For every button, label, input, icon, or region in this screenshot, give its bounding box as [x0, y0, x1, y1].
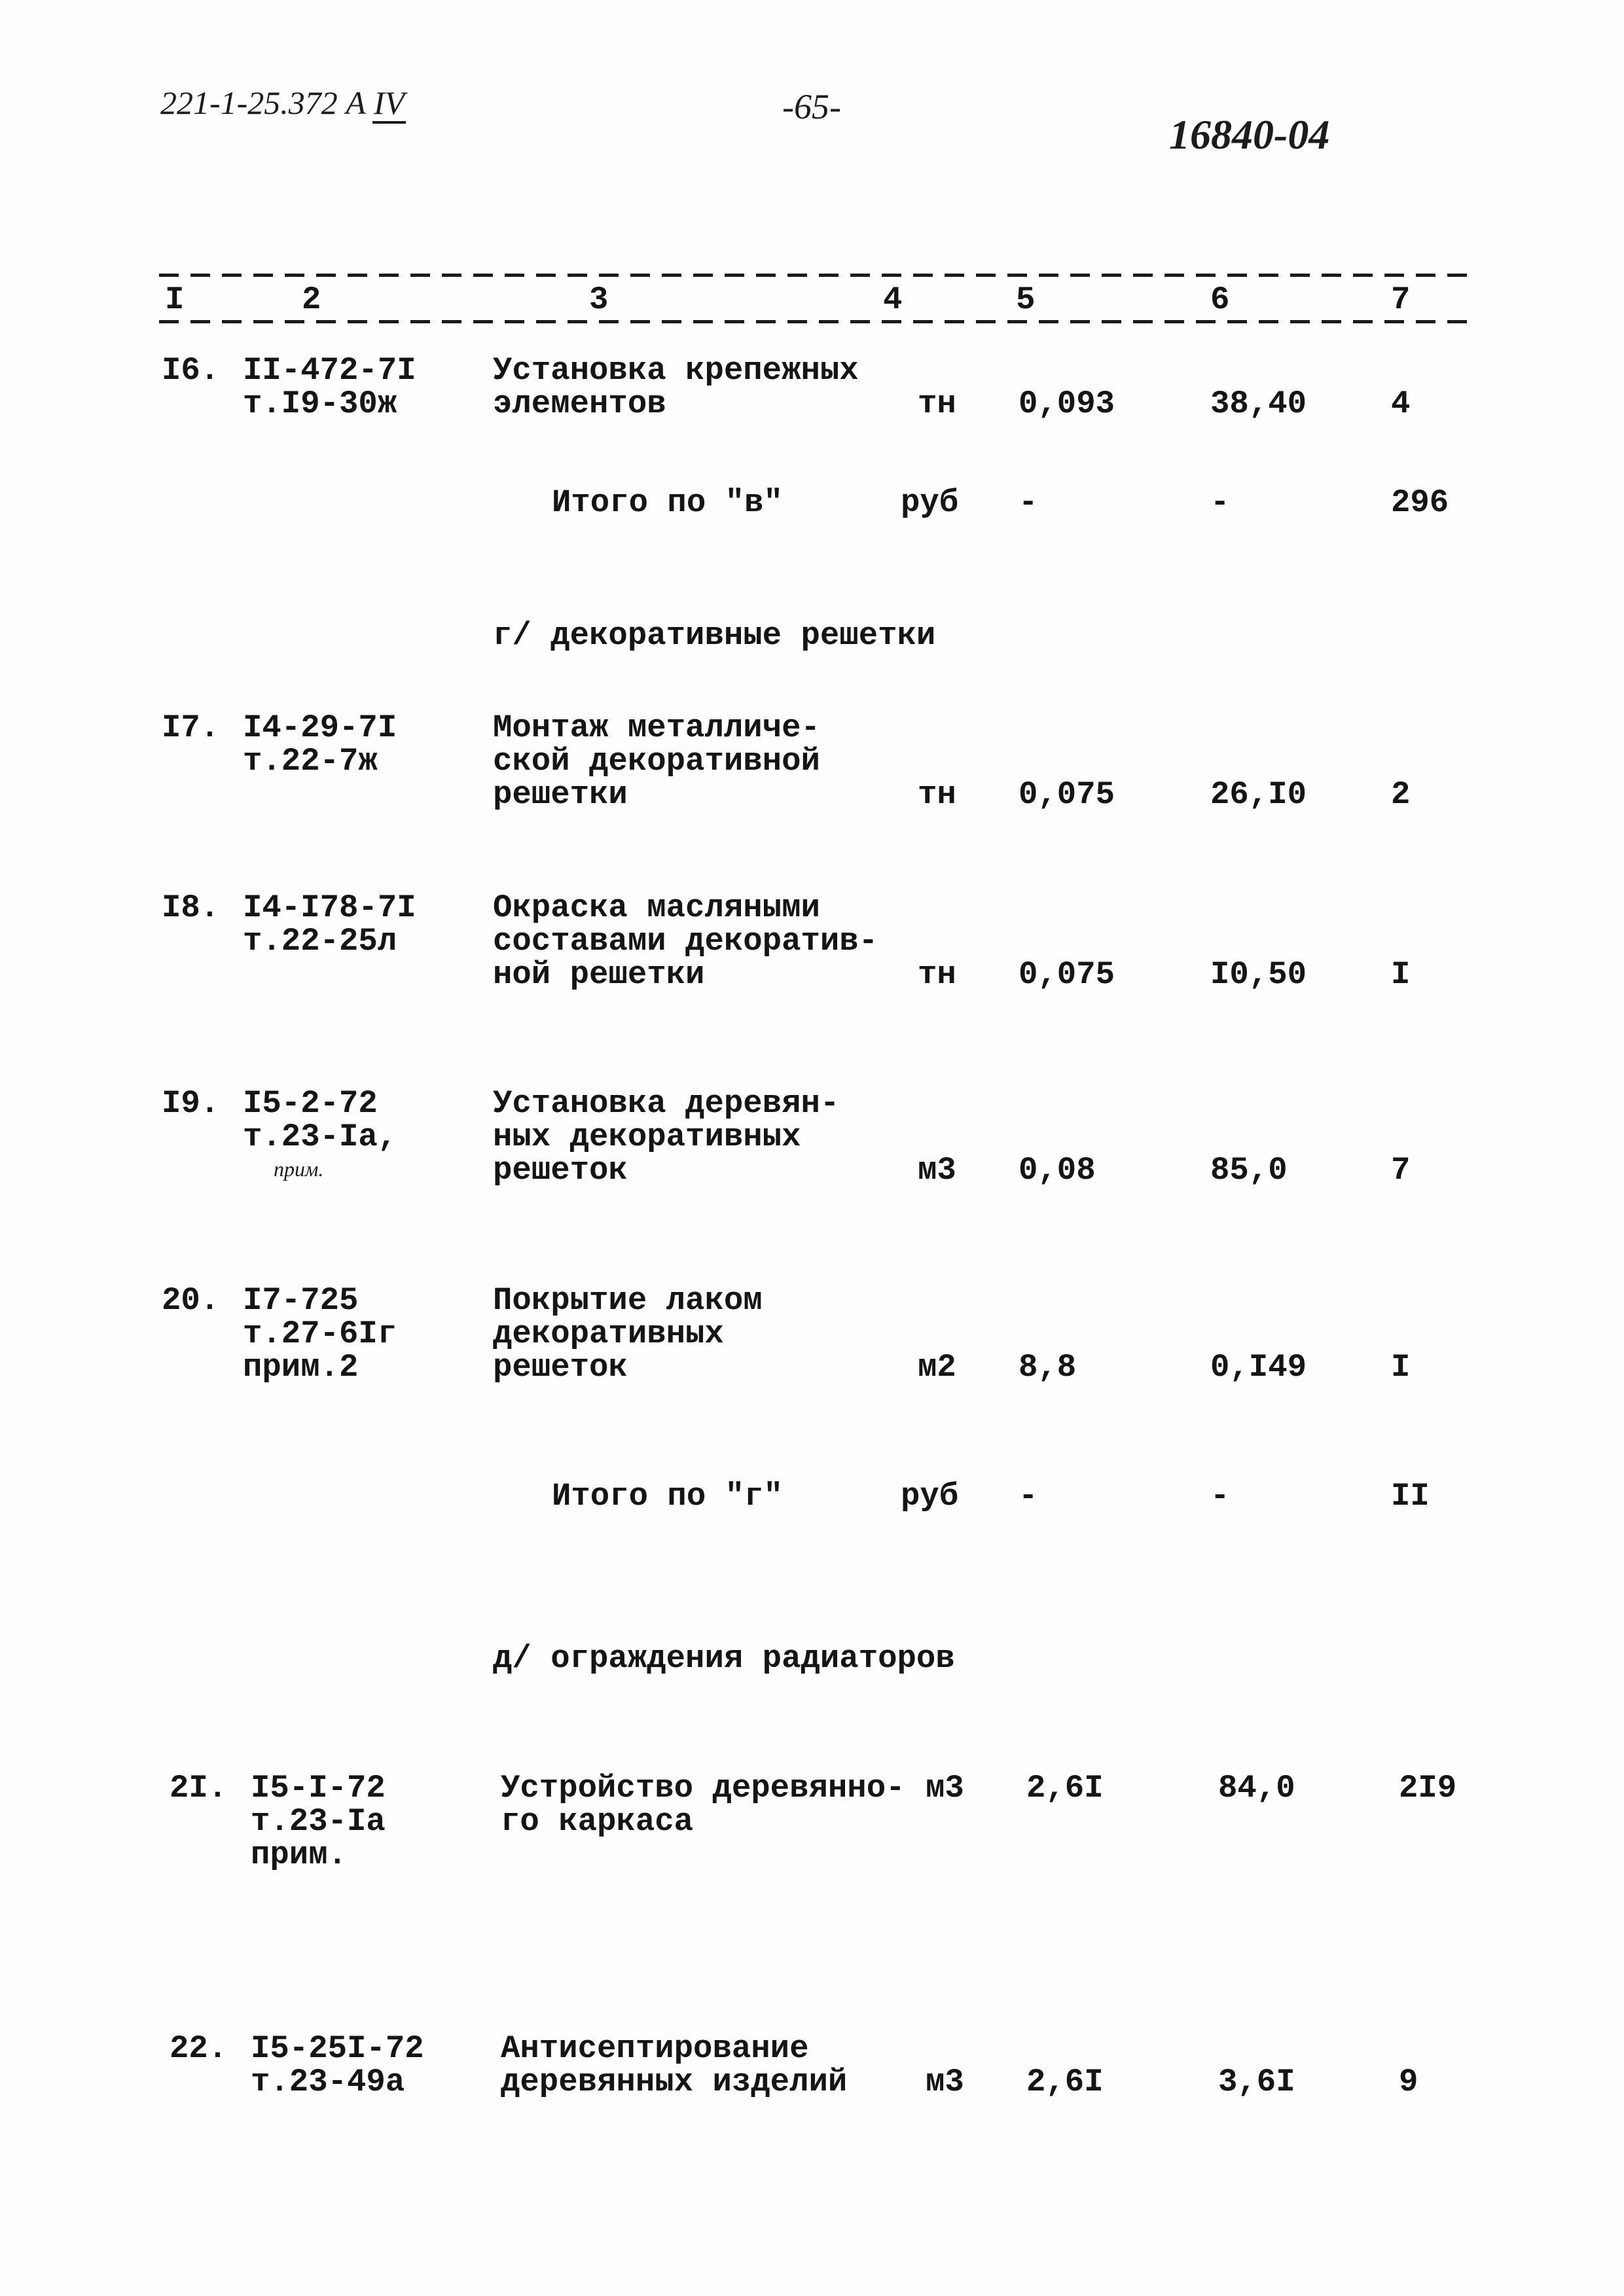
sheet-number: 16840-04 [1169, 111, 1330, 158]
unit-cell: м2 [918, 1349, 956, 1386]
work-description [493, 1087, 839, 1187]
norm-reference [243, 1087, 397, 1154]
table-row [0, 711, 1624, 816]
norm-reference-line: т.23-49а [251, 2064, 405, 2100]
work-description-line: решеток [493, 1152, 628, 1189]
table-row [0, 1087, 1624, 1192]
unit-cell: руб [901, 1478, 959, 1515]
work-description-line: ных декоративных [493, 1119, 801, 1155]
work-description-line: Установка крепежных [493, 352, 859, 389]
unit-cell: тн [918, 956, 956, 993]
table-top-rule [159, 274, 1473, 277]
work-description-line: ной решетки [493, 956, 705, 993]
norm-reference [243, 354, 416, 421]
row-number: I7. [162, 709, 220, 746]
quantity-cell: 2,6I [1026, 2064, 1104, 2100]
norm-reference-line: т.I9-30ж [243, 386, 397, 422]
unit-cell: руб [901, 484, 959, 521]
row-number: 2I. [170, 1770, 228, 1806]
document-code-number: 221-1-25.372 А [160, 84, 366, 121]
norm-reference-line: I5-25I-72 [251, 2030, 424, 2067]
row-number: I8. [162, 889, 220, 926]
work-description-line: Установка деревян- [493, 1085, 840, 1122]
norm-reference-line: т.22-7ж [243, 743, 378, 780]
subtotal-row [0, 1480, 1624, 1585]
unit-price-cell: 3,6I [1218, 2064, 1295, 2100]
quantity-cell: 8,8 [1019, 1349, 1077, 1386]
unit-price-cell: 26,I0 [1210, 776, 1307, 813]
norm-reference-line: прим.2 [243, 1349, 359, 1386]
work-description-line: ской декоративной [493, 743, 820, 780]
column-number-4: 4 [883, 281, 903, 318]
work-description-line: деревянных изделий [501, 2064, 848, 2100]
total-cost-cell: 9 [1399, 2064, 1418, 2100]
unit-price-cell: - [1210, 484, 1230, 521]
table-row [0, 891, 1624, 996]
quantity-cell: - [1019, 484, 1038, 521]
norm-reference [251, 2032, 424, 2099]
row-number: I6. [162, 352, 220, 389]
row-number: I9. [162, 1085, 220, 1122]
total-cost-cell: I [1391, 1349, 1411, 1386]
work-description-line: го каркаса [501, 1803, 694, 1840]
page-number: -65- [782, 87, 841, 126]
section-heading: д/ ограждения радиаторов [493, 1640, 955, 1677]
work-description-line: Антисептирование [501, 2030, 809, 2067]
work-description-line: элементов [493, 386, 666, 422]
quantity-cell: 0,075 [1019, 776, 1115, 813]
subtotal-label: Итого по "г" [552, 1478, 783, 1515]
work-description-line: составами декоратив- [493, 923, 878, 960]
subtotal-value: 296 [1391, 484, 1449, 521]
norm-reference-line: I5-I-72 [251, 1770, 386, 1806]
unit-cell: тн [918, 776, 956, 813]
section-heading: г/ декоративные решетки [493, 617, 936, 654]
quantity-cell: 0,08 [1019, 1152, 1096, 1189]
total-cost-cell: 4 [1391, 386, 1411, 422]
subtotal-label: Итого по "в" [552, 484, 783, 521]
unit-price-cell: 84,0 [1218, 1770, 1295, 1806]
unit-price-cell: I0,50 [1210, 956, 1307, 993]
document-code [160, 86, 406, 120]
norm-reference-line: II-472-7I [243, 352, 416, 389]
total-cost-cell: 2I9 [1399, 1770, 1457, 1806]
work-description [493, 354, 859, 421]
handwritten-note: прим. [274, 1157, 324, 1181]
column-number-1: I [165, 281, 185, 318]
work-description-line: решетки [493, 776, 628, 813]
work-description-line: Окраска масляными [493, 889, 820, 926]
norm-reference-line: I4-29-7I [243, 709, 397, 746]
norm-reference [251, 1772, 386, 1872]
table-row [0, 354, 1624, 459]
column-number-3: 3 [589, 281, 609, 318]
table-row [0, 1284, 1624, 1389]
quantity-cell: 0,093 [1019, 386, 1115, 422]
column-number-2: 2 [302, 281, 321, 318]
work-description [493, 1284, 763, 1384]
work-description [501, 2032, 847, 2099]
quantity-cell: 2,6I [1026, 1770, 1104, 1806]
norm-reference [243, 1284, 397, 1384]
document-code-album: IV [372, 84, 406, 124]
work-description [493, 711, 820, 812]
section-heading-row [0, 619, 1624, 724]
work-description [501, 1772, 905, 1839]
total-cost-cell: 2 [1391, 776, 1411, 813]
norm-reference-line: I4-I78-7I [243, 889, 416, 926]
work-description-line: Устройство деревянно- [501, 1770, 905, 1806]
work-description-line: решеток [493, 1349, 628, 1386]
norm-reference [243, 711, 397, 778]
norm-reference-line: т.27-6Iг [243, 1316, 397, 1352]
work-description [493, 891, 878, 992]
norm-reference [243, 891, 416, 958]
subtotal-row [0, 486, 1624, 591]
unit-cell: м3 [926, 2064, 964, 2100]
column-number-7: 7 [1391, 281, 1411, 318]
row-number: 20. [162, 1282, 220, 1319]
table-row [8, 1772, 1624, 1876]
norm-reference-line: т.22-25л [243, 923, 397, 960]
row-number: 22. [170, 2030, 228, 2067]
unit-price-cell: 85,0 [1210, 1152, 1288, 1189]
table-header-rule [159, 320, 1473, 323]
total-cost-cell: I [1391, 956, 1411, 993]
unit-price-cell: - [1210, 1478, 1230, 1515]
norm-reference-line: т.23-Iа, [243, 1119, 397, 1155]
quantity-cell: 0,075 [1019, 956, 1115, 993]
column-number-6: 6 [1210, 281, 1230, 318]
unit-cell: м3 [918, 1152, 956, 1189]
norm-reference-line: I5-2-72 [243, 1085, 378, 1122]
norm-reference-line: I7-725 [243, 1282, 359, 1319]
column-number-5: 5 [1016, 281, 1036, 318]
table-row [8, 2032, 1624, 2137]
total-cost-cell: 7 [1391, 1152, 1411, 1189]
unit-cell: тн [918, 386, 956, 422]
unit-price-cell: 38,40 [1210, 386, 1307, 422]
norm-reference-line: т.23-Iа [251, 1803, 386, 1840]
work-description-line: Монтаж металличе- [493, 709, 820, 746]
unit-cell: м3 [926, 1770, 964, 1806]
quantity-cell: - [1019, 1478, 1038, 1515]
subtotal-value: II [1391, 1478, 1430, 1515]
norm-reference-line: прим. [251, 1837, 348, 1873]
section-heading-row [0, 1642, 1624, 1747]
unit-price-cell: 0,I49 [1210, 1349, 1307, 1386]
work-description-line: Покрытие лаком [493, 1282, 763, 1319]
work-description-line: декоративных [493, 1316, 724, 1352]
